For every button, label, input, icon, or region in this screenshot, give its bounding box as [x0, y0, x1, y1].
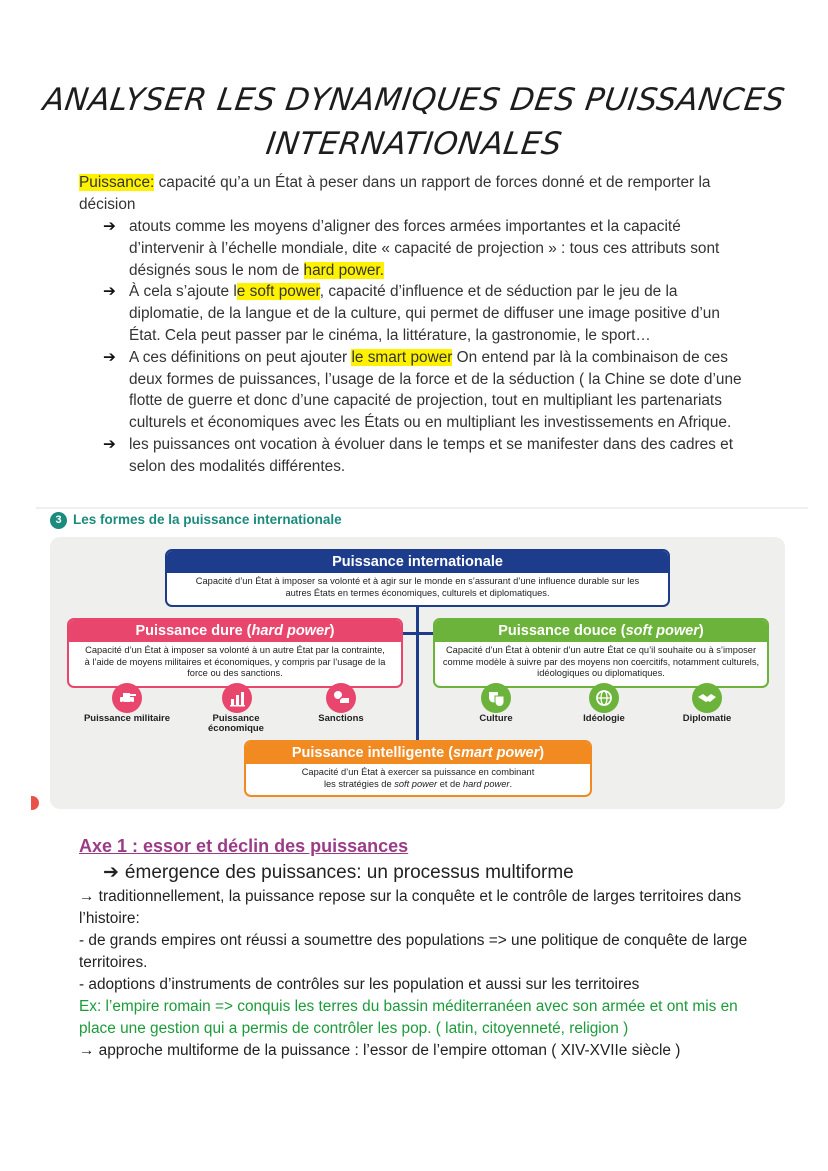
international-power-header: Puissance internationale [167, 551, 668, 573]
icon-label-diplomacy: Diplomatie [682, 713, 732, 724]
arrow-icon: ➔ [103, 435, 116, 453]
soft-power-body: Capacité d’un État à obtenir d’un autre État ce qu’il souhaite ou à s’imposer comme modèle à suivre par des moyens non coercitifs, notamment culturels, idéologiques ou diplomatiques. [442, 645, 760, 679]
highlight-smart-power: le smart power [351, 348, 453, 366]
point-text: On entend par là la combinaison de ces deux formes de puissances, l’usage de la force et de la séduction ( la Chine se dote d’une flotte de guerre et donc d’une capacité de projection, tout en multipliant les partenariats culturels et économiques avec les États ou en multipliant les investissements en Afrique. [129, 348, 742, 432]
soft-power-header: Puissance douce (soft power) [435, 620, 767, 642]
power-definition [79, 172, 749, 215]
example-paragraph: Ex: l’empire romain => conquis les terres du bassin méditerranéen avec son armée et ont mis en place une gestion qui a permis de contrôler les pop. ( latin, citoyenneté, religion ) [79, 998, 738, 1037]
page-title-line-1: ANALYSER LES DYNAMIQUES DES PUISSANCES [40, 82, 788, 118]
icon-label-culture: Culture [479, 713, 513, 724]
icon-label-military: Puissance militaire [83, 713, 171, 724]
smart-power-header: Puissance intelligente (smart power) [246, 742, 590, 764]
hard-power-box [67, 618, 403, 688]
figure-number-badge: 3 [50, 512, 67, 529]
point-text: À cela s’ajoute l [129, 283, 237, 301]
arrow-icon: ➔ [103, 218, 116, 235]
smart-power-body: Capacité d’un État à exercer sa puissance en combinant les stratégies de soft power et de hard power. [301, 767, 535, 789]
soft-power-box [433, 618, 769, 688]
tank-icon [112, 683, 142, 713]
point-text: les puissances ont vocation à évoluer dans le temps et se manifester dans des cadres et selon des modalités différentes. [129, 435, 733, 475]
paragraph: - de grands empires ont réussi a soumettre des populations => une politique de conquête de large territoires. [79, 932, 748, 971]
section-heading-axe-1: Axe 1 : essor et déclin des puissances [79, 836, 409, 856]
axe-1-body [79, 886, 749, 1062]
highlight-soft-power: e soft power [236, 283, 320, 301]
international-power-box [165, 549, 670, 607]
icon-label-sanctions: Sanctions [318, 713, 364, 724]
sanctions-icon [326, 683, 356, 713]
point-text: A ces définitions on peut ajouter [129, 348, 352, 366]
definition-points [103, 216, 753, 478]
connector-trunk [416, 606, 419, 742]
icon-label-ideology: Idéologie [583, 713, 625, 724]
theater-masks-icon [481, 683, 511, 713]
page-title-line-2: INTERNATIONALES [263, 126, 565, 162]
figure-title-text: Les formes de la puissance internationale [73, 512, 342, 527]
list-item [103, 216, 753, 281]
point-text: , capacité d’influence et de séduction par le jeu de la diplomatie, de la langue et de la culture, qui permet de diffuser une image positive d’un État. Cela peut passer par le cinéma, la littérature, la gastronomie, le sport… [129, 283, 720, 344]
list-item [103, 347, 753, 434]
definition-term: Puissance: [79, 174, 155, 191]
list-item [103, 434, 753, 478]
figure-title [50, 512, 342, 529]
page-marker [31, 796, 39, 810]
connector-crossbar [400, 632, 436, 635]
international-power-body: Capacité d’un État à imposer sa volonté et à agir sur le monde en s’assurant d’une influence durable sur les autres États en termes économiques, culturels et diplomatiques. [195, 576, 640, 598]
hard-power-body: Capacité d’un État à imposer sa volonté à un autre État par la contrainte, à l’aide de moyens militaires et économiques, y compris par l’usage de la force ou des sanctions. [84, 645, 386, 679]
point-text: atouts comme les moyens d’aligner des forces armées importantes et la capacité d’intervenir à l’échelle mondiale, dite « capacité de projection » : tous ces attributs sont désignés sous le nom de [129, 218, 720, 279]
section-subheading [103, 861, 574, 884]
hard-power-header: Puissance dure (hard power) [69, 620, 401, 642]
highlight-hard-power: hard power. [303, 261, 384, 279]
definition-text: capacité qu’a un État à peser dans un rapport de forces donné et de remporter la décision [79, 174, 711, 213]
section-divider [36, 507, 808, 509]
arrow-icon: ➔ [103, 283, 116, 301]
arrow-icon: ➔ [103, 348, 116, 366]
list-item [103, 281, 753, 346]
bar-chart-icon [222, 683, 252, 713]
icon-label-economic: Puissance économique [208, 713, 264, 734]
handshake-icon [692, 683, 722, 713]
paragraph: → traditionnellement, la puissance repose sur la conquête et le contrôle de larges territoires dans l’histoire: [79, 888, 742, 927]
globe-icon [589, 683, 619, 713]
smart-power-box [244, 740, 592, 797]
paragraph: - adoptions d’instruments de contrôles sur les population et aussi sur les territoires [79, 976, 640, 993]
subheading-text: émergence des puissances: un processus multiforme [124, 862, 574, 883]
paragraph: → approche multiforme de la puissance : l’essor de l’empire ottoman ( XIV-XVIIe siècle ) [79, 1042, 681, 1059]
arrow-icon: ➔ [103, 862, 119, 883]
